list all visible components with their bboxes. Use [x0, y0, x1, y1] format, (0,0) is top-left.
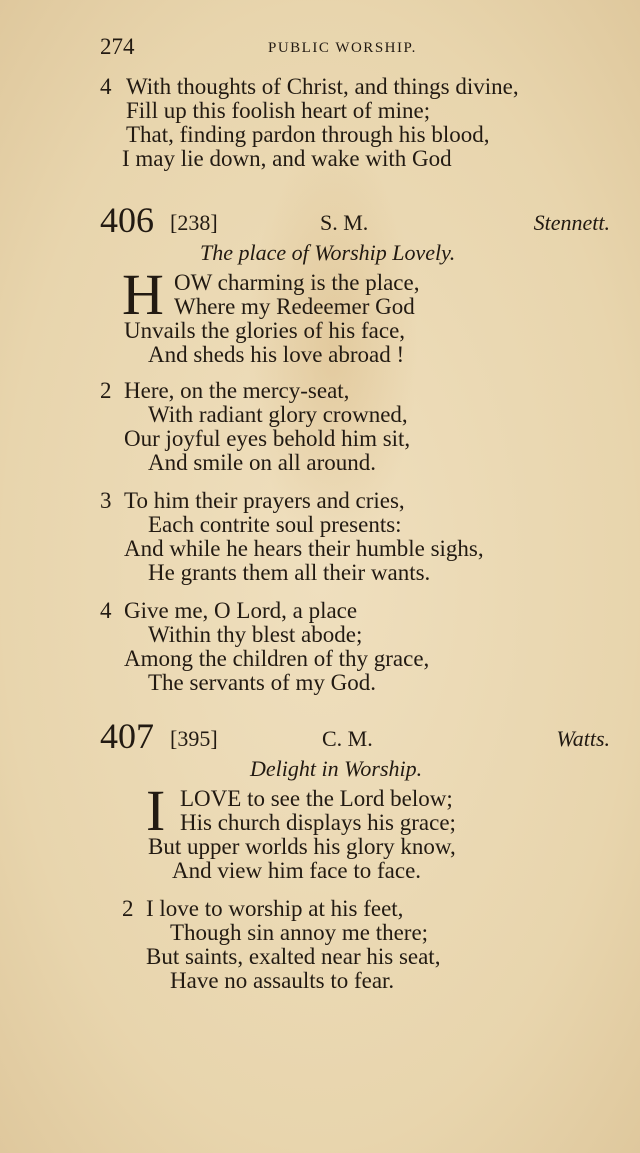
verse-line: But upper worlds his glory know, [148, 834, 456, 859]
stanza-number: 4 [100, 598, 112, 623]
verse-line: OW charming is the place, [174, 270, 420, 295]
hymn-author: Watts. [556, 726, 610, 751]
verse-line: Unvails the glories of his face, [124, 318, 406, 343]
verse-line: And while he hears their humble sighs, [124, 536, 484, 561]
verse-line: Each contrite soul presents: [148, 512, 402, 537]
drop-cap: I [146, 778, 166, 843]
verse-line: Among the children of thy grace, [124, 646, 430, 671]
verse-line: Give me, O Lord, a place [124, 598, 358, 623]
verse-line: LOVE to see the Lord below; [180, 786, 453, 811]
verse-line: I love to worship at his feet, [146, 896, 404, 921]
page-number: 274 [100, 34, 135, 59]
verse-line: And smile on all around. [148, 450, 377, 475]
verse-line: The servants of my God. [148, 670, 377, 695]
hymn-alt-number: [395] [170, 726, 218, 751]
verse-line: That, finding pardon through his blood, [126, 122, 490, 147]
verse-line: Here, on the mercy-seat, [124, 378, 350, 403]
hymn-title: Delight in Worship. [250, 756, 423, 781]
hymn-number: 407 [100, 716, 154, 756]
hymn-heading [100, 200, 610, 240]
stanza-number: 4 [100, 74, 112, 99]
stanza-number: 3 [100, 488, 112, 513]
verse-line: Fill up this foolish heart of mine; [126, 98, 431, 123]
verse-line: And view him face to face. [172, 858, 422, 883]
verse-line: I may lie down, and wake with God [122, 146, 452, 171]
verse-line: Have no assaults to fear. [170, 968, 395, 993]
verse-line: With radiant glory crowned, [148, 402, 408, 427]
hymn-meter: C. M. [322, 726, 373, 751]
drop-cap: H [122, 262, 164, 327]
hymn-author: Stennett. [533, 210, 610, 235]
verse-line: To him their prayers and cries, [124, 488, 405, 513]
verse-line: Within thy blest abode; [148, 622, 363, 647]
hymn-meter: S. M. [320, 210, 369, 235]
stanza-number: 2 [100, 378, 112, 403]
verse-line: Though sin annoy me there; [170, 920, 429, 945]
hymn-number: 406 [100, 200, 154, 240]
verse-line: Our joyful eyes behold him sit, [124, 426, 411, 451]
hymn-title: The place of Worship Lovely. [200, 240, 456, 265]
stanza-number: 2 [122, 896, 134, 921]
verse-line: And sheds his love abroad ! [148, 342, 405, 367]
hymn-heading [100, 716, 610, 756]
verse-line: His church displays his grace; [180, 810, 456, 835]
running-title: PUBLIC WORSHIP. [268, 40, 417, 56]
verse-line: He grants them all their wants. [148, 560, 431, 585]
hymn-alt-number: [238] [170, 210, 218, 235]
verse-line: But saints, exalted near his seat, [146, 944, 441, 969]
verse-line: With thoughts of Christ, and things divine, [126, 74, 519, 99]
verse-line: Where my Redeemer God [174, 294, 415, 319]
